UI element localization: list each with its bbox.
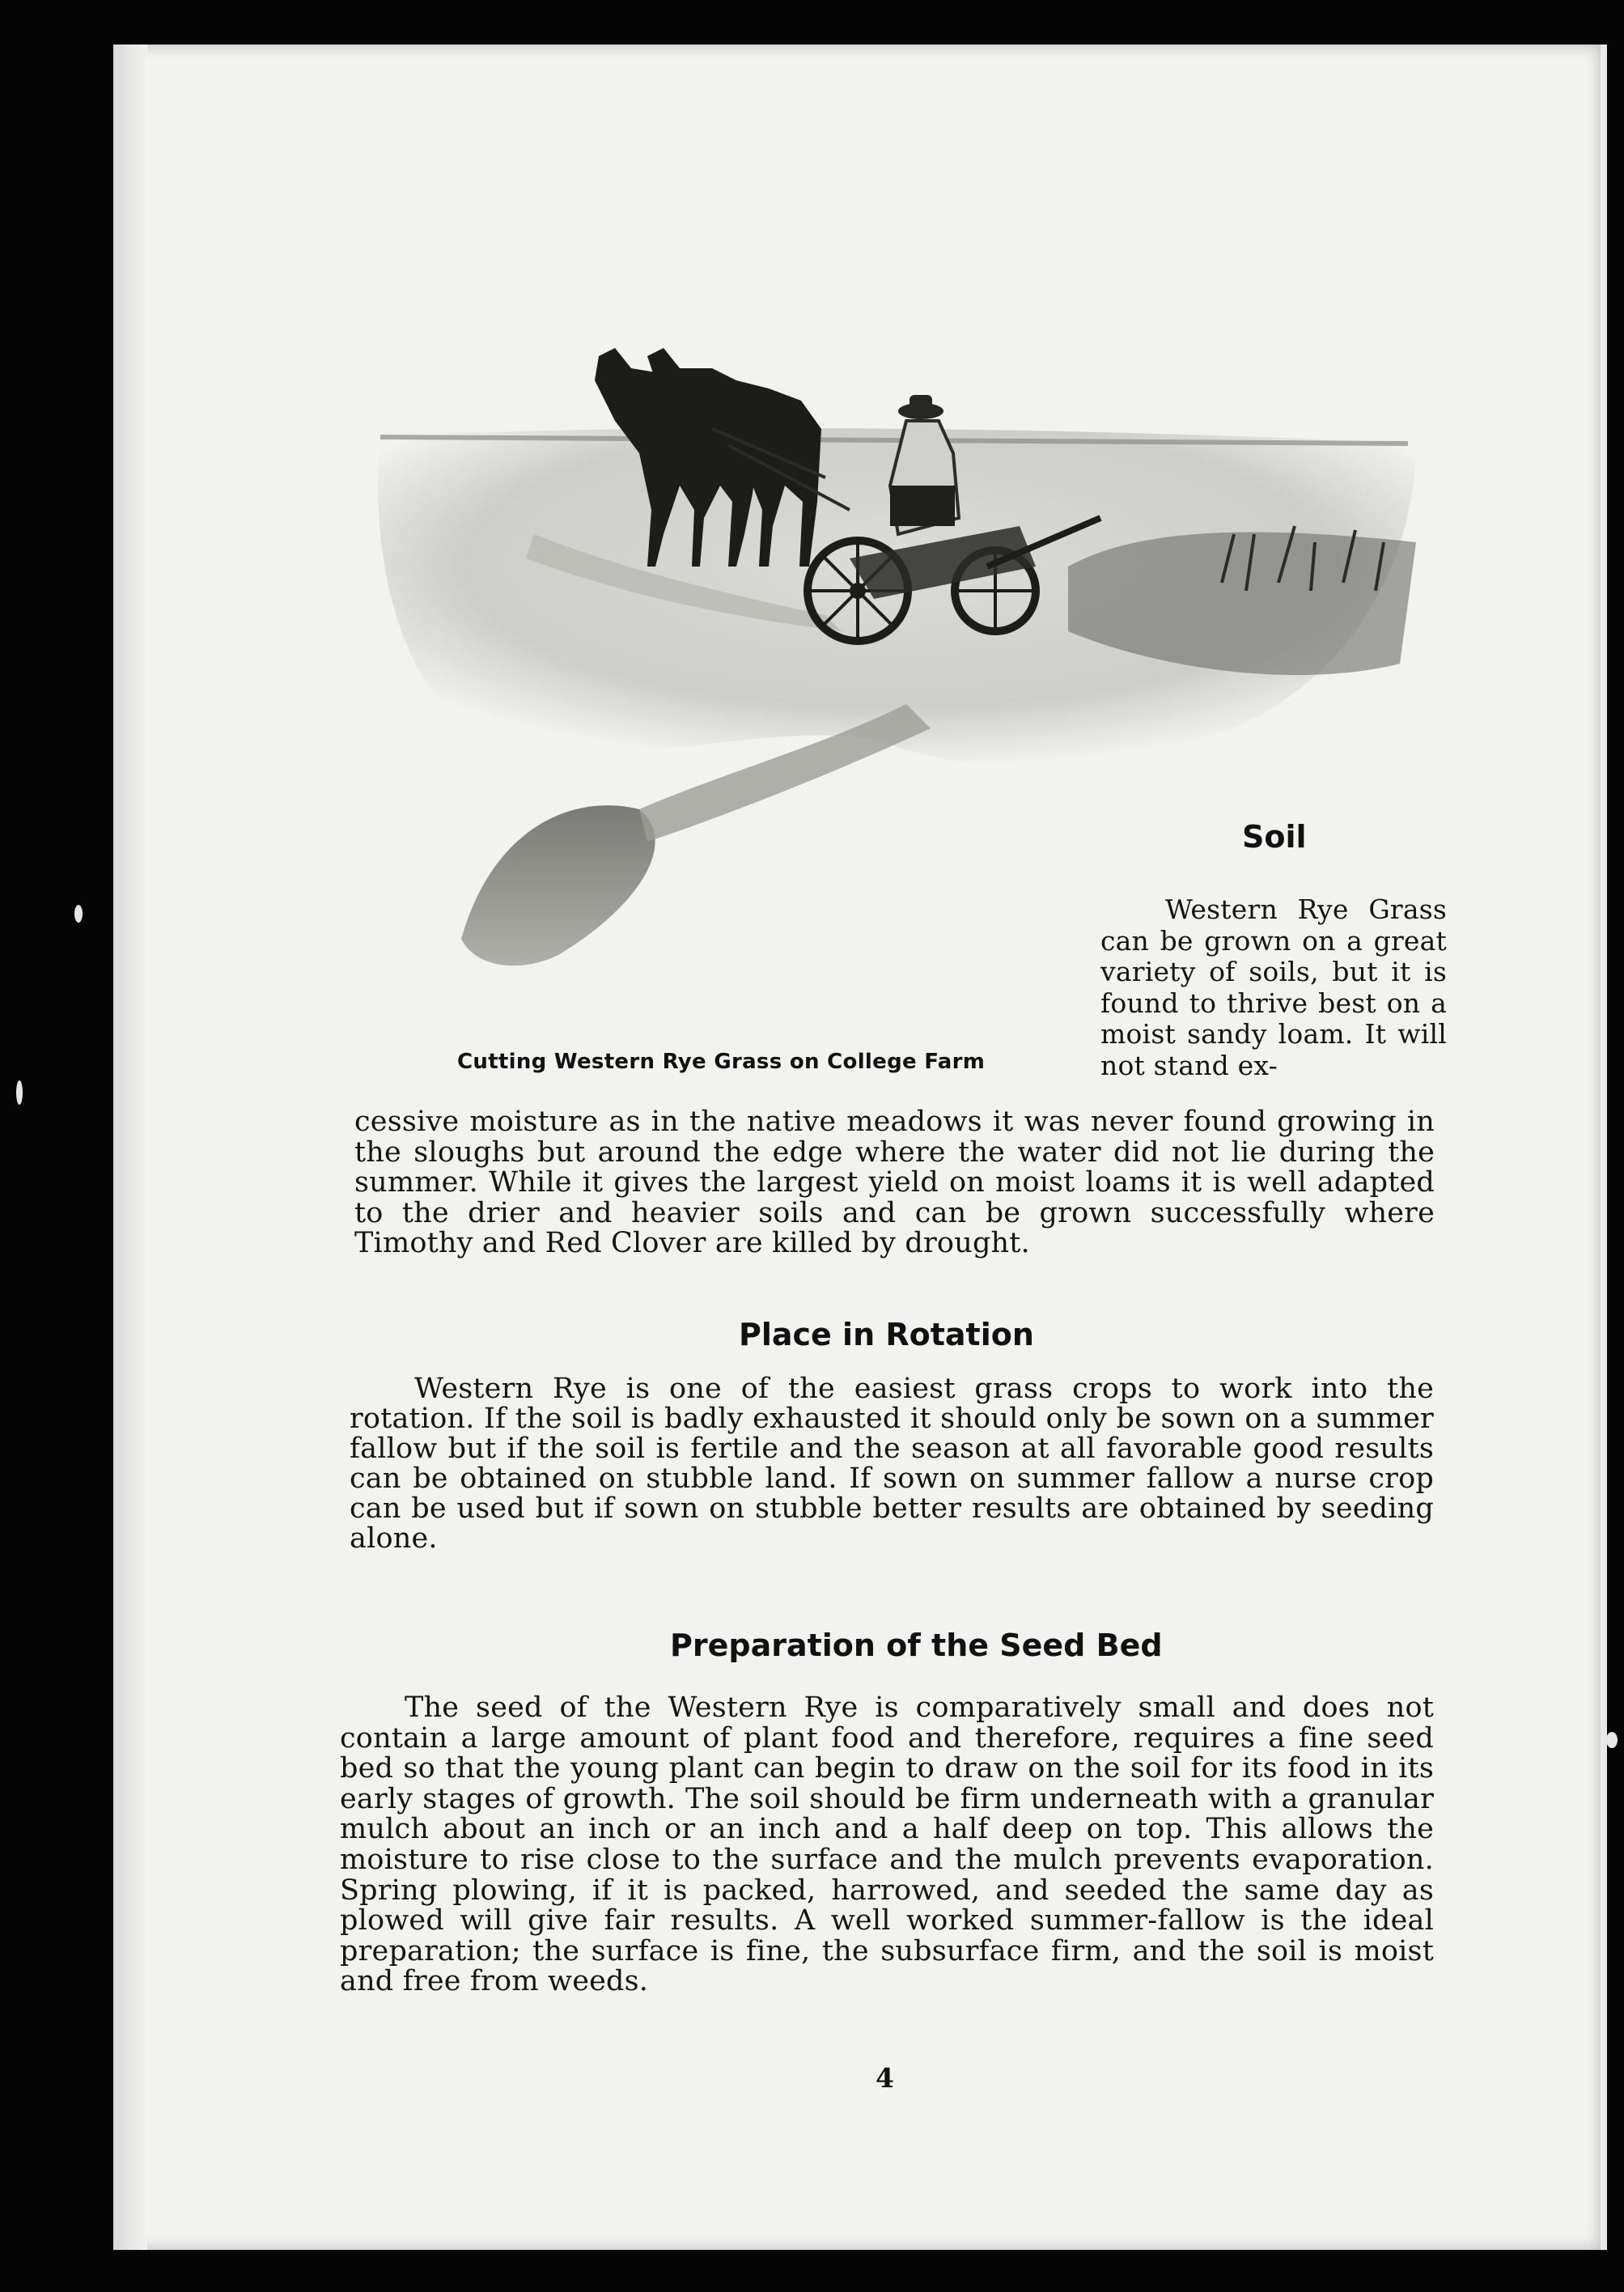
page-fold-shadow xyxy=(113,45,147,2250)
soil-paragraph-beside-photo xyxy=(1100,894,1447,1081)
soil-text-beside: Western Rye Grass can be grown on a great variety of soils, but it is found to thrive best on a moist sandy loam. It will not stand ex- xyxy=(1100,893,1447,1081)
rotation-text: Western Rye is one of the easiest grass crops to work into the rotation. If the soil is badly exhausted it should only be sown on a summer fallow but if the soil is fertile and the season at all favorable good results can be obtained on stubble land. If sown on summer fallow a nurse crop can be used but if sown on stubble better results are obtained by seeding alone. xyxy=(350,1373,1434,1555)
page-right-edge xyxy=(1601,45,1607,2250)
rotation-paragraph xyxy=(350,1374,1434,1554)
photo-caption: Cutting Western Rye Grass on College Farm xyxy=(457,1050,986,1074)
seed-bed-text: The seed of the Western Rye is comparatively small and does not contain a large amount of plant food and therefore, requires a fine seed bed so that the young plant can begin to draw on the soil for its food in its early stages of growth. The soil should be firm underneath with a granular mulch about an inch or an inch and a half deep on top. This allows the moisture to rise close to the surface and the mulch prevents evaporation. Spring plowing, if it is packed, harrowed, and seeded the same day as plowed will give fair results. A well worked summer-fallow is the ideal preparation; the surface is fine, the subsurface firm, and the soil is moist and free from weeds. xyxy=(340,1691,1434,1998)
heading-soil: Soil xyxy=(1242,819,1307,855)
scan-speck xyxy=(74,905,83,923)
soil-paragraph-continued: cessive moisture as in the native meadows it was never found growing in the sloughs but around the edge where the water did not lie during the summer. While it gives the largest yield on moist loams it is well adapted to the drier and heavier soils and can be grown successfully where Timothy and Red Clover are killed by drought. xyxy=(354,1106,1435,1259)
page-number: 4 xyxy=(876,2062,894,2094)
scan-speck xyxy=(1606,1732,1618,1748)
seed-bed-paragraph xyxy=(340,1693,1434,1997)
heading-seed-bed: Preparation of the Seed Bed xyxy=(670,1628,1163,1663)
heading-place-in-rotation: Place in Rotation xyxy=(739,1317,1034,1352)
scan-speck xyxy=(16,1080,23,1105)
